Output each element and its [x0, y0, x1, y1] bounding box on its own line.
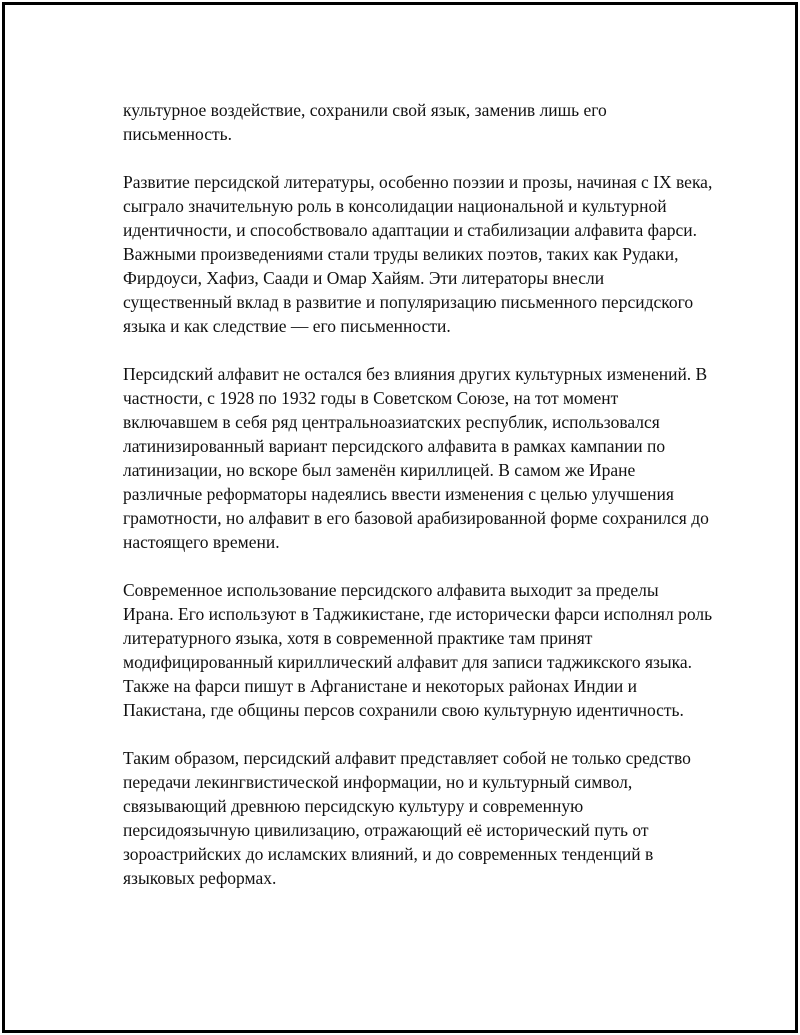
paragraph-3: Персидский алфавит не остался без влияния других культурных изменений. В частности, с 1928 по 1932 годы в Советском Союзе, на тот момент включавшем в себя ряд центральноазиатских республик, использовался латинизированный вариант персидского алфавита в рамках кампании по латинизации, но вскоре был заменён кириллицей. В самом же Иране различные реформаторы надеялись ввести изменения с целью улучшения грамотности, но алфавит в его базовой арабизированной форме сохранился до настоящего времени.: [123, 364, 709, 552]
paragraph-1: культурное воздействие, сохранили свой язык, заменив лишь его письменность.: [123, 100, 607, 144]
paragraph-2: Развитие персидской литературы, особенно поэзии и прозы, начиная с IX века, сыграло значительную роль в консолидации национальной и культурной идентичности, и способствовало адаптации и стабилизации алфавита фарси. Важными произведениями стали труды великих поэтов, таких как Рудаки, Фирдоуси, Хафиз, Саади и Омар Хайям. Эти литераторы внесли существенный вклад в развитие и популяризацию письменного персидского языка и как следствие — его письменности.: [123, 172, 713, 336]
paragraph-5: Таким образом, персидский алфавит представляет собой не только средство передачи лекингвистической информации, но и культурный символ, связывающий древнюю персидскую культуру и современную персидоязычную цивилизацию, отражающий её исторический путь от зороастрийских до исламских влияний, и до современных тенденций в языковых реформах.: [123, 748, 691, 888]
page-frame: [2, 2, 798, 1033]
document-body: [123, 98, 713, 914]
paragraph-4: Современное использование персидского алфавита выходит за пределы Ирана. Его используют в Таджикистане, где исторически фарси исполнял роль литературного языка, хотя в современной практике там принят модифицированный кириллический алфавит для записи таджикского языка. Также на фарси пишут в Афганистане и некоторых районах Индии и Пакистана, где общины персов сохранили свою культурную идентичность.: [123, 580, 713, 720]
